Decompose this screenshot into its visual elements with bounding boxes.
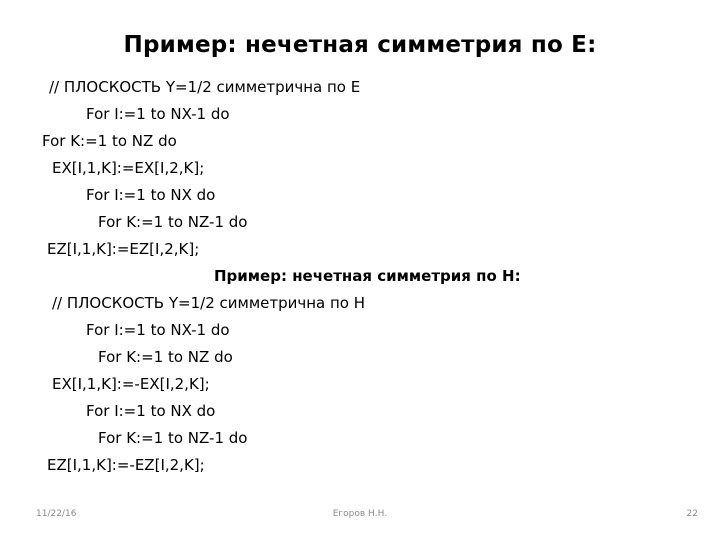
code-line: For I:=1 to NX-1 do xyxy=(86,105,230,123)
code-line: EX[I,1,K]:=EX[I,2,K]; xyxy=(52,159,205,177)
code-line: For I:=1 to NX do xyxy=(86,186,216,204)
subheading-h: Пример: нечетная симметрия по H: xyxy=(214,267,521,285)
code-line: For I:=1 to NX do xyxy=(86,402,216,420)
code-line: EX[I,1,K]:=-EX[I,2,K]; xyxy=(52,375,210,393)
code-line: For K:=1 to NZ do xyxy=(42,132,177,150)
code-line: For K:=1 to NZ do xyxy=(98,348,233,366)
code-line: EZ[I,1,K]:=EZ[I,2,K]; xyxy=(47,240,200,258)
code-line: For K:=1 to NZ-1 do xyxy=(98,213,248,231)
code-comment-e: // ПЛОСКОСТЬ Y=1/2 симметрична по E xyxy=(49,78,361,96)
code-line: For I:=1 to NX-1 do xyxy=(86,321,230,339)
code-comment-h: // ПЛОСКОСТЬ Y=1/2 симметрична по H xyxy=(52,294,366,312)
footer-page-number: 22 xyxy=(686,509,698,519)
code-line: EZ[I,1,K]:=-EZ[I,2,K]; xyxy=(47,456,205,474)
slide-title: Пример: нечетная симметрия по E: xyxy=(123,32,597,58)
footer-author: Егоров Н.Н. xyxy=(332,509,388,519)
footer-date: 11/22/16 xyxy=(36,509,77,519)
code-line: For K:=1 to NZ-1 do xyxy=(98,429,248,447)
